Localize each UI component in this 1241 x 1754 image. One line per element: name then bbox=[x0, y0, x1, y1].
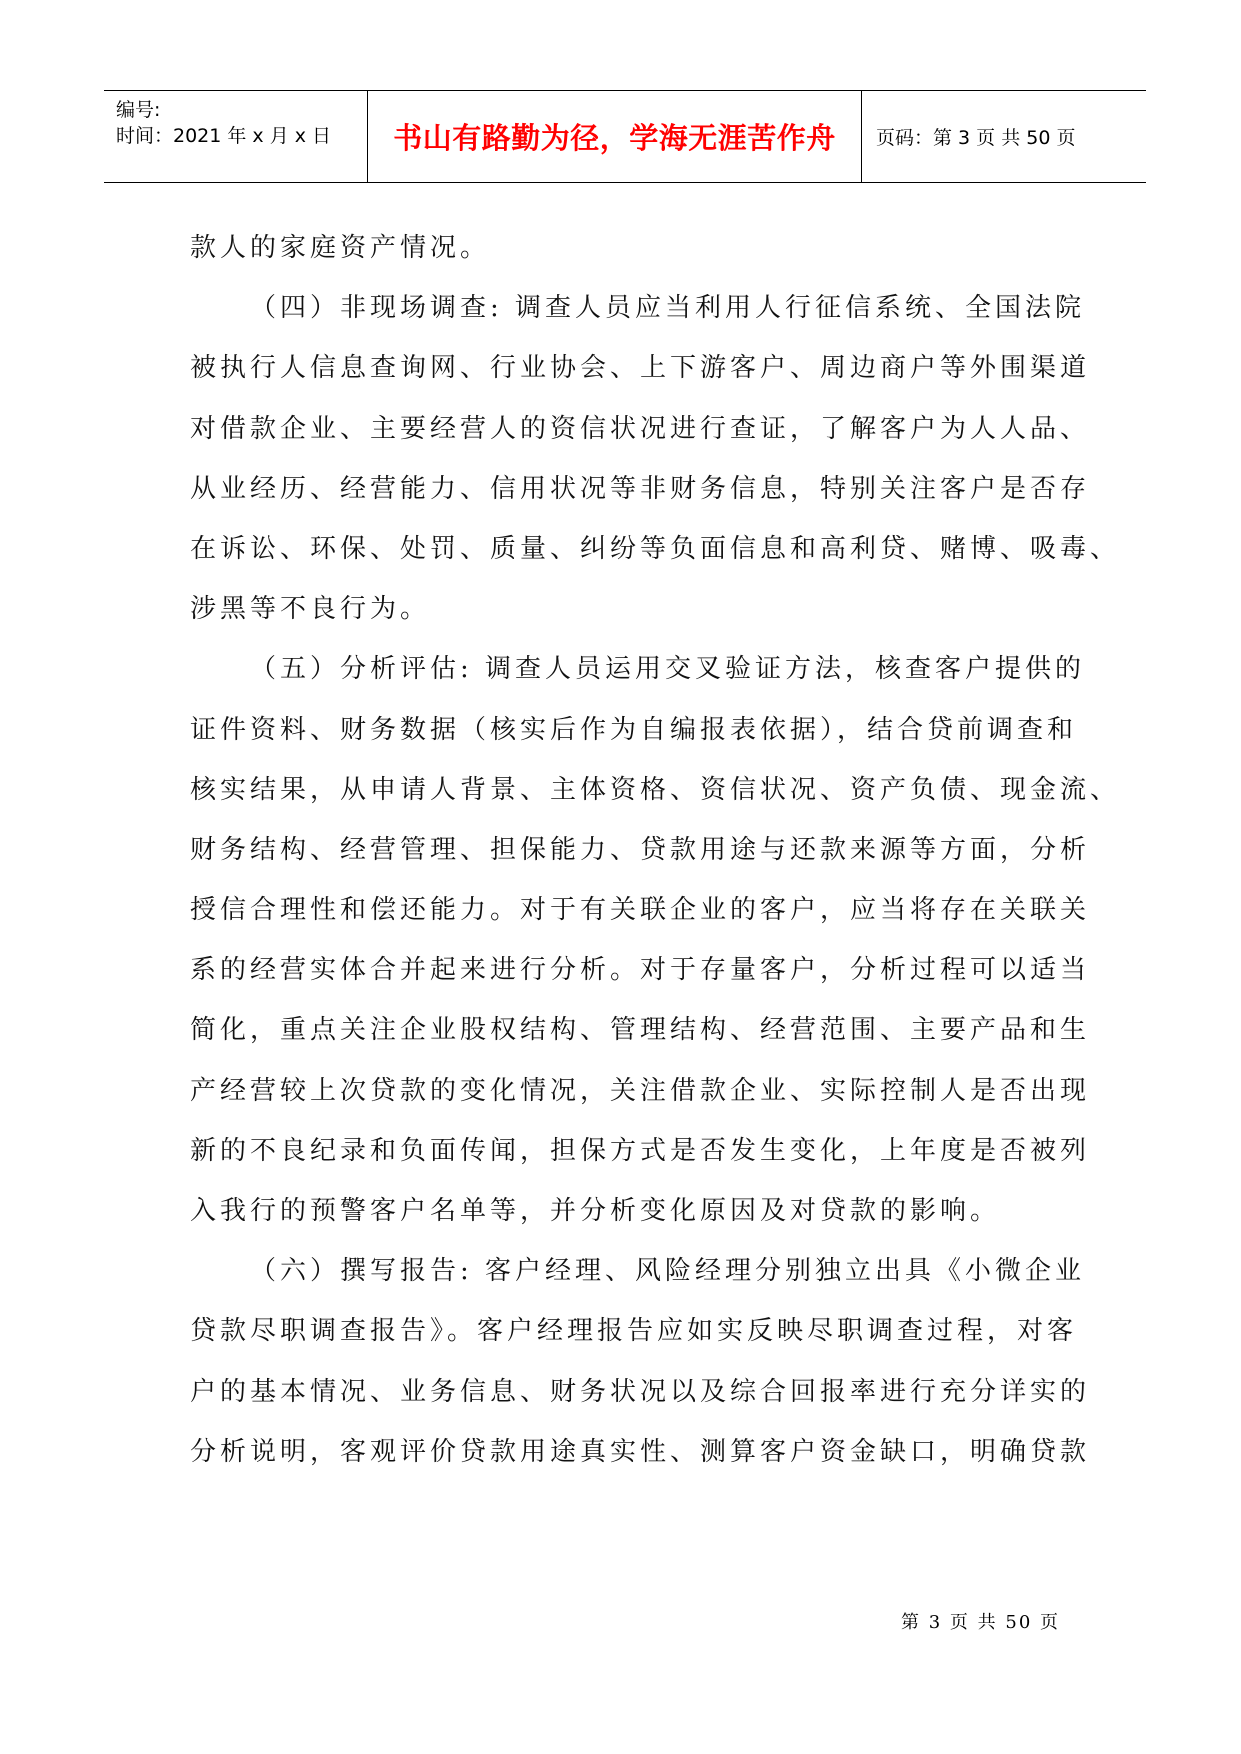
body-line: 分析说明，客观评价贷款用途真实性、测算客户资金缺口，明确贷款 bbox=[190, 1436, 1091, 1467]
body-line: 在诉讼、环保、处罚、质量、纠纷等负面信息和高利贷、赌博、吸毒、 bbox=[190, 533, 1121, 564]
document-time-label: 时间：2021 年 x 月 x 日 bbox=[116, 125, 332, 147]
body-line: 证件资料、财务数据（核实后作为自编报表依据），结合贷前调查和 bbox=[190, 714, 1078, 745]
body-line: 款人的家庭资产情况。 bbox=[190, 233, 491, 263]
body-line: 从业经历、经营能力、信用状况等非财务信息，特别关注客户是否存 bbox=[190, 473, 1091, 504]
body-line: 授信合理性和偿还能力。对于有关联企业的客户，应当将存在关联关 bbox=[190, 895, 1091, 926]
body-line: （五）分析评估: 调查人员运用交叉验证方法，核查客户提供的 bbox=[250, 654, 1086, 685]
body-line: 入我行的预警客户名单等，并分析变化原因及对贷款的影响。 bbox=[190, 1196, 1001, 1226]
document-number-label: 编号: bbox=[116, 99, 161, 121]
body-line: 财务结构、经营管理、担保能力、贷款用途与还款来源等方面，分析 bbox=[190, 834, 1091, 865]
body-line: 对借款企业、主要经营人的资信状况进行查证，了解客户为人人品、 bbox=[190, 413, 1091, 444]
header-motto: 书山有路勤为径，学海无涯苦作舟 bbox=[393, 121, 836, 155]
body-line: 涉黑等不良行为。 bbox=[190, 594, 431, 625]
body-line: 被执行人信息查询网、行业协会、上下游客户、周边商户等外围渠道 bbox=[190, 353, 1091, 384]
header-page-code: 页码：第 3 页 共 50 页 bbox=[876, 127, 1076, 149]
body-line: 产经营较上次贷款的变化情况，关注借款企业、实际控制人是否出现 bbox=[190, 1075, 1091, 1106]
header-page-cell bbox=[862, 91, 1146, 182]
page-header bbox=[104, 90, 1146, 183]
body-line: 户的基本情况、业务信息、财务状况以及综合回报率进行充分详实的 bbox=[190, 1376, 1091, 1407]
body-line: 简化，重点关注企业股权结构、管理结构、经营范围、主要产品和生 bbox=[190, 1015, 1091, 1046]
header-motto-cell bbox=[368, 91, 862, 182]
body-line: 核实结果，从申请人背景、主体资格、资信状况、资产负债、现金流、 bbox=[190, 774, 1121, 805]
body-text bbox=[190, 218, 1121, 1482]
page-footer: 第 3 页 共 50 页 bbox=[901, 1612, 1060, 1633]
header-info-cell bbox=[104, 91, 368, 182]
body-line: 贷款尽职调查报告》。客户经理报告应如实反映尽职调查过程，对客 bbox=[190, 1316, 1078, 1347]
body-line: （六）撰写报告: 客户经理、风险经理分别独立出具《小微企业 bbox=[250, 1256, 1086, 1287]
body-line: （四）非现场调查: 调查人员应当利用人行征信系统、全国法院 bbox=[250, 293, 1086, 324]
body-line: 系的经营实体合并起来进行分析。对于存量客户，分析过程可以适当 bbox=[190, 955, 1091, 986]
body-line: 新的不良纪录和负面传闻，担保方式是否发生变化，上年度是否被列 bbox=[190, 1135, 1091, 1166]
